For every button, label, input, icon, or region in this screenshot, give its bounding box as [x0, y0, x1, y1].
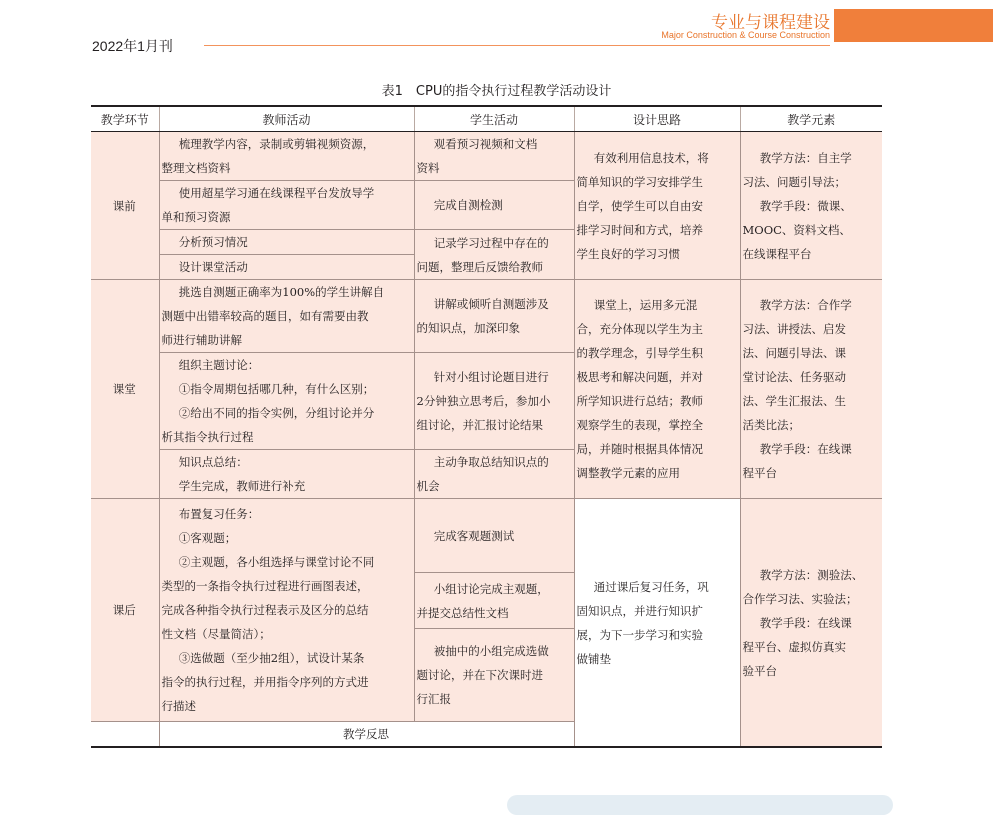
cell-line: 合作学习法、实验法； — [742, 591, 858, 606]
cell-line: 所学知识进行总结；教师 — [576, 394, 703, 408]
cell-line: 挑选自测题正确率为100%的学生讲解自 — [178, 285, 385, 299]
cell-line: 有效利用信息技术，将 — [593, 150, 709, 165]
teacher-activity-cell — [159, 181, 414, 230]
cell-line: 问题，整理后反馈给教师 — [416, 259, 543, 274]
cell-line: 教学手段：微课、 — [759, 198, 852, 213]
cell-line: 教学手段：在线课 — [759, 442, 852, 456]
cell-line: 组讨论，并汇报讨论结果 — [416, 418, 543, 432]
cell-line: ③选做题（至少抽2组），试设计某条 — [178, 651, 365, 665]
cell-line: 通过课后复习任务，巩 — [593, 579, 709, 594]
design-cell — [574, 132, 740, 280]
cell-line: 行汇报 — [416, 692, 451, 706]
elements-cell — [740, 280, 882, 499]
cell-line: 习法、讲授法、启发 — [742, 322, 846, 336]
cell-line: 教学方法：测验法、 — [759, 567, 864, 582]
cell-line: 资料 — [416, 161, 440, 175]
stage-cell: 课前 — [91, 132, 159, 280]
cell-line: 完成客观题测试 — [433, 528, 515, 543]
teacher-activity-cell — [159, 280, 414, 353]
header-cell: 设计思路 — [574, 106, 740, 132]
table-header-row — [91, 106, 882, 132]
elements-cell — [740, 499, 882, 748]
stage-cell-empty — [91, 722, 159, 748]
cell-line: 析其指令执行过程 — [161, 430, 254, 444]
cell-line: 教学方法：合作学 — [759, 298, 852, 312]
cell-line: 的知识点，加深印象 — [416, 321, 520, 335]
cell-line: 性文档（尽量简洁）； — [161, 627, 271, 641]
cell-line: 展，为下一步学习和实验 — [576, 627, 703, 642]
cell-line: 的教学理念，引导学生积 — [576, 346, 703, 360]
elements-cell — [740, 132, 882, 280]
cell-line: 程平台、虚拟仿真实 — [742, 639, 846, 654]
cell-line: 类型的一条指令执行过程进行画图表述， — [161, 579, 369, 593]
table-row — [91, 280, 882, 353]
cell-line: 组织主题讨论： — [178, 358, 260, 372]
student-activity-cell — [414, 132, 574, 181]
cell-line: 自学，使学生可以自由安 — [576, 198, 703, 213]
cell-line: 调整教学元素的应用 — [576, 466, 680, 480]
cell-line: 机会 — [416, 479, 440, 493]
student-activity-cell — [414, 573, 574, 629]
cell-line: ②主观题，各小组选择与课堂讨论不同 — [178, 555, 375, 569]
table-row — [91, 499, 882, 573]
table-caption: 表1 CPU的指令执行过程教学活动设计 — [381, 84, 612, 99]
cell-line: 单和预习资源 — [161, 210, 231, 224]
cell-line: 并提交总结性文档 — [416, 605, 509, 620]
cell-line: 局，并随时根据具体情况 — [576, 442, 703, 456]
cell-line: 习法、问题引导法； — [742, 174, 846, 189]
cell-line: 针对小组讨论题目进行 — [433, 370, 549, 384]
cell-line: 程平台 — [742, 466, 777, 480]
cell-line: 排学习时间和方式，培养 — [576, 222, 703, 237]
header-cell: 学生活动 — [414, 106, 574, 132]
cell-line: 法、学生汇报法、生 — [742, 394, 846, 408]
cell-line: 知识点总结： — [178, 455, 248, 469]
teacher-activity-cell — [159, 230, 414, 255]
cell-line: 布置复习任务： — [178, 507, 260, 521]
teacher-activity-cell — [159, 353, 414, 450]
cell-line: 完成自测检测 — [433, 198, 503, 212]
design-cell — [574, 280, 740, 499]
teacher-activity-cell — [159, 132, 414, 181]
cell-line: ②给出不同的指令实例，分组讨论并分 — [178, 406, 375, 420]
student-activity-cell — [414, 629, 574, 722]
student-activity-cell — [414, 499, 574, 573]
student-activity-cell — [414, 230, 574, 280]
cell-line: 观看预习视频和文档 — [433, 137, 538, 151]
issue-label: 2022年1月刊 — [92, 38, 173, 54]
cell-line: 分析预习情况 — [178, 235, 248, 249]
cell-line: 完成各种指令执行过程表示及区分的总结 — [161, 603, 369, 617]
cell-line: 讲解或倾听自测题涉及 — [433, 297, 549, 311]
cell-line: 行描述 — [161, 699, 196, 713]
student-activity-cell — [414, 353, 574, 450]
student-activity-cell — [414, 181, 574, 230]
design-cell — [574, 499, 740, 748]
cell-line: 指令的执行过程，并用指令序列的方式进 — [161, 675, 369, 689]
cell-line: 学生良好的学习习惯 — [576, 246, 680, 261]
cell-line: 教学方法：自主学 — [759, 150, 852, 165]
stage-cell: 课堂 — [91, 280, 159, 499]
header-cell: 教师活动 — [159, 106, 414, 132]
cell-line: 在线课程平台 — [742, 246, 812, 261]
teacher-activity-cell — [159, 499, 414, 722]
cell-line: 堂讨论法、任务驱动 — [742, 370, 846, 384]
cell-line: 主动争取总结知识点的 — [433, 455, 549, 469]
cell-line: 合，充分体现以学生为主 — [576, 322, 703, 336]
cell-line: MOOC、资料文档、 — [742, 222, 851, 237]
student-activity-cell — [414, 450, 574, 499]
header-cell: 教学环节 — [91, 106, 159, 132]
cell-line: 使用超星学习通在线课程平台发放导学 — [178, 186, 375, 200]
student-activity-cell — [414, 280, 574, 353]
cell-line: 被抽中的小组完成选做 — [433, 644, 549, 658]
cell-line: 极思考和解决问题，并对 — [576, 370, 703, 384]
column-title: 专业与课程建设 — [711, 13, 830, 33]
header-accent-block — [834, 9, 993, 42]
cell-line: 法、问题引导法、课 — [742, 346, 846, 360]
cell-line: ①客观题； — [178, 531, 237, 545]
cell-line: 小组讨论完成主观题， — [433, 581, 549, 596]
cell-line: 整理文档资料 — [161, 161, 231, 175]
teacher-activity-cell — [159, 450, 414, 499]
cell-line: 验平台 — [742, 663, 777, 678]
header-cell: 教学元素 — [740, 106, 882, 132]
cell-line: 活类比法； — [742, 418, 800, 432]
cell-line: 师进行辅助讲解 — [161, 333, 242, 347]
bottom-decoration — [507, 795, 893, 815]
table-row — [91, 132, 882, 181]
column-subtitle: Major Construction & Course Construction — [661, 30, 830, 40]
stage-cell: 课后 — [91, 499, 159, 722]
cell-line: 学生完成，教师进行补充 — [178, 479, 306, 493]
cell-line: 课堂上，运用多元混 — [593, 298, 698, 312]
activity-table — [91, 105, 882, 748]
cell-line: 设计课堂活动 — [178, 260, 248, 274]
cell-line: ①指令周期包括哪几种，有什么区别； — [178, 382, 375, 396]
cell-line: 观察学生的表现，掌控全 — [576, 418, 703, 432]
header-rule — [204, 45, 830, 46]
cell-line: 固知识点，并进行知识扩 — [576, 603, 703, 618]
cell-line: 2分钟独立思考后，参加小 — [416, 394, 551, 408]
cell-line: 做铺垫 — [576, 651, 611, 666]
cell-line: 题讨论，并在下次课时进 — [416, 668, 543, 682]
cell-line: 简单知识的学习安排学生 — [576, 174, 703, 189]
cell-line: 梳理教学内容，录制或剪辑视频资源， — [178, 137, 375, 151]
cell-line: 测题中出错率较高的题目，如有需要由教 — [161, 309, 369, 323]
teacher-activity-cell — [159, 255, 414, 280]
cell-line: 记录学习过程中存在的 — [433, 235, 549, 250]
cell-line: 教学手段：在线课 — [759, 615, 852, 630]
reflection-cell: 教学反思 — [159, 722, 574, 748]
